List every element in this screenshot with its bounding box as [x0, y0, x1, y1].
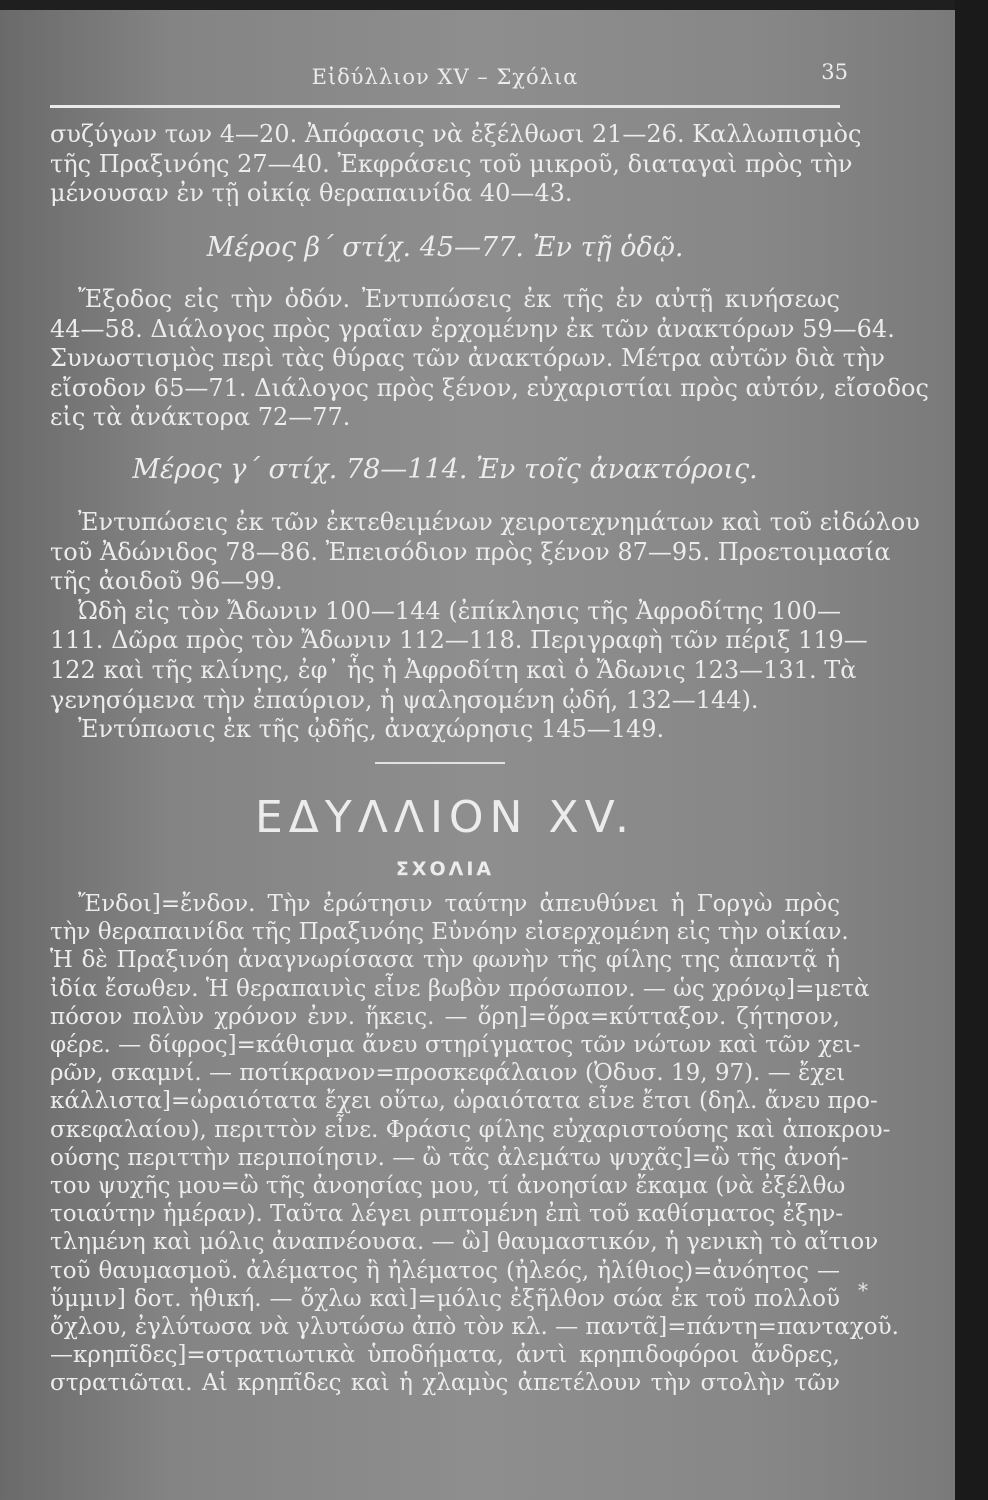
section-c-heading: Μέρος γ΄ στίχ. 78—114. Ἐν τοῖς ἀνακτόροις.	[132, 454, 758, 485]
text-line: Συνωστισμὸς περὶ τὰς θύρας τῶν ἀνακτόρων. Μέτρα αὐτῶν διὰ τὴν	[50, 344, 885, 373]
intro-paragraph	[50, 120, 862, 209]
scholia-notes	[50, 890, 899, 1398]
text-line: τὴν θεραπαινίδα τῆς Πραξινόης Εὐνόην εἰσερχομένη εἰς τὴν οἰκίαν.	[50, 919, 849, 946]
header-rule	[50, 105, 840, 108]
text-line: 122 καὶ τῆς κλίνης, ἐφ᾿ ἧς ἡ Ἀφροδίτη καὶ ὁ Ἄδωνις 123—131. Τὰ	[50, 655, 857, 684]
text-line: Ἔξοδος εἰς τὴν ὁδόν. Ἐντυπώσεις ἐκ τῆς ἐν αὐτῇ κινήσεως	[78, 285, 840, 313]
text-line: σκεφαλαίου), περιττὸν εἶνε. Φράσις φίλης εὐχαριστούσης καὶ ἀποκρου-	[50, 1116, 891, 1143]
text-line: μένουσαν ἐν τῇ οἰκίᾳ θεραπαινίδα 40—43.	[50, 179, 573, 208]
text-line: τλημένη καὶ μόλις ἀναπνέουσα. — ὢ] θαυμαστικόν, ἡ γενικὴ τὸ αἴτιον	[50, 1229, 879, 1256]
text-line: τῆς Πραξινόης 27—40. Ἐκφράσεις τοῦ μικροῦ, διαταγαὶ πρὸς τὴν	[50, 149, 853, 178]
section-b-paragraph	[50, 285, 929, 433]
text-line: Ὠδὴ εἰς τὸν Ἄδωνιν 100—144 (ἐπίκλησις τῆς Ἀφροδίτης 100—	[78, 596, 842, 625]
text-line: κάλλιστα]=ὡραιότατα ἔχει οὕτω, ὡραιότατα εἶνε ἔτσι (δηλ. ἄνευ προ-	[50, 1088, 878, 1115]
text-line: τοῦ Ἀδώνιδος 78—86. Ἐπεισόδιον πρὸς ξένον 87—95. Προετοιμασία	[50, 537, 891, 566]
text-line: 111. Δῶρα πρὸς τὸν Ἄδωνιν 112—118. Περιγραφὴ τῶν πέριξ 119—	[50, 626, 868, 655]
page-header	[50, 60, 848, 100]
text-line: ούσης περιττὴν περιποίησιν. — ὢ τᾶς ἀλεμάτω ψυχᾶς]=ὢ τῆς ἀνοή-	[50, 1144, 849, 1171]
text-line: Ἐντύπωσις ἐκ τῆς ᾠδῆς, ἀναχώρησις 145—149.	[78, 715, 665, 744]
scan-border-right	[955, 0, 988, 1500]
text-line: —κρηπῖδες]=στρατιωτικὰ ὑποδήματα, ἀντὶ κρηπιδοφόροι ἄνδρες,	[50, 1342, 840, 1369]
text-line: τοιαύτην ἡμέραν). Ταῦτα λέγει ριπτομένη ἐπὶ τοῦ καθίσματος ἐξην-	[50, 1201, 844, 1228]
text-line: στρατιῶται. Αἱ κρηπῖδες καὶ ἡ χλαμὺς ἀπετέλουν τὴν στολὴν τῶν	[50, 1370, 840, 1397]
text-line: τῆς ἀοιδοῦ 96—99.	[50, 567, 283, 596]
text-line: φέρε. — δίφρος]=κάθισμα ἄνευ στηρίγματος τῶν νώτων καὶ τῶν χει-	[50, 1032, 861, 1059]
book-page	[0, 10, 955, 1500]
text-line: ὄχλου, ἐγλύτωσα νὰ γλυτώσω ἀπὸ τὸν κλ. — παντᾶ]=πάντη=πανταχοῦ.	[50, 1314, 899, 1341]
text-line: γενησόμενα τὴν ἐπαύριον, ἡ ψαλησομένη ᾠδή, 132—144).	[50, 685, 759, 714]
text-line: πόσον πολὺν χρόνον ἐνν. ἥκεις. — ὅρη]=ὅρα=κύτταξον. ζήτησον,	[50, 1003, 840, 1030]
running-title: Εἰδύλλιον XV – Σχόλια	[311, 65, 579, 89]
text-line: ἰδία ἔσωθεν. Ἡ θεραπαινὶς εἶνε βωβὸν πρόσωπον. — ὡς χρόνῳ]=μετὰ	[50, 975, 870, 1002]
section-b-heading: Μέρος β΄ στίχ. 45—77. Ἐν τῇ ὁδῷ.	[206, 232, 684, 263]
text-line: Ἐντυπώσεις ἐκ τῶν ἐκτεθειμένων χειροτεχνημάτων καὶ τοῦ εἰδώλου	[78, 508, 920, 536]
section-c-paragraph	[50, 508, 920, 745]
text-line: ὕμμιν] δοτ. ἠθική. — ὄχλω καὶ]=μόλις ἐξῆλθον σώα ἐκ τοῦ πολλοῦ	[50, 1285, 840, 1312]
section-divider	[375, 762, 505, 764]
page-number: 35	[821, 60, 848, 84]
text-line: Ἡ δὲ Πραξινόη ἀναγνωρίσασα τὴν φωνὴν τῆς φίλης της ἀπαντᾷ ἡ	[50, 947, 840, 974]
text-line: συζύγων των 4—20. Ἀπόφασις νὰ ἐξέλθωσι 21—26. Καλλωπισμὸς	[50, 120, 862, 148]
text-line: εἴσοδον 65—71. Διάλογος πρὸς ξένον, εὐχαριστίαι πρὸς αὐτόν, εἴσοδος	[50, 373, 929, 402]
text-line: 44—58. Διάλογος πρὸς γραῖαν ἐρχομένην ἐκ τῶν ἀνακτόρων 59—64.	[50, 314, 895, 343]
chapter-subtitle: ΣΧΟΛΙΑ	[395, 858, 495, 880]
text-line: του ψυχῆς μου=ὢ τῆς ἀνοησίας μου, τί ἀνοησίαν ἔκαμα (νὰ ἐξέλθω	[50, 1173, 846, 1200]
text-line: τοῦ θαυμασμοῦ. ἀλέματος ἢ ἠλέματος (ἠλεός, ἠλίθιος)=ἀνόητος —	[50, 1257, 840, 1284]
margin-asterisk: *	[858, 1278, 868, 1302]
chapter-title: ΕΔΥΛΛΙΟΝ XV.	[254, 792, 636, 843]
text-line: εἰς τὰ ἀνάκτορα 72—77.	[50, 403, 351, 432]
text-line: ρῶν, σκαμνί. — ποτίκρανον=προσκεφάλαιον (Ὀδυσ. 19, 97). — ἔχει	[50, 1060, 846, 1087]
text-line: Ἔνδοι]=ἔνδον. Τὴν ἐρώτησιν ταύτην ἀπευθύνει ἡ Γοργὼ πρὸς	[78, 891, 840, 917]
